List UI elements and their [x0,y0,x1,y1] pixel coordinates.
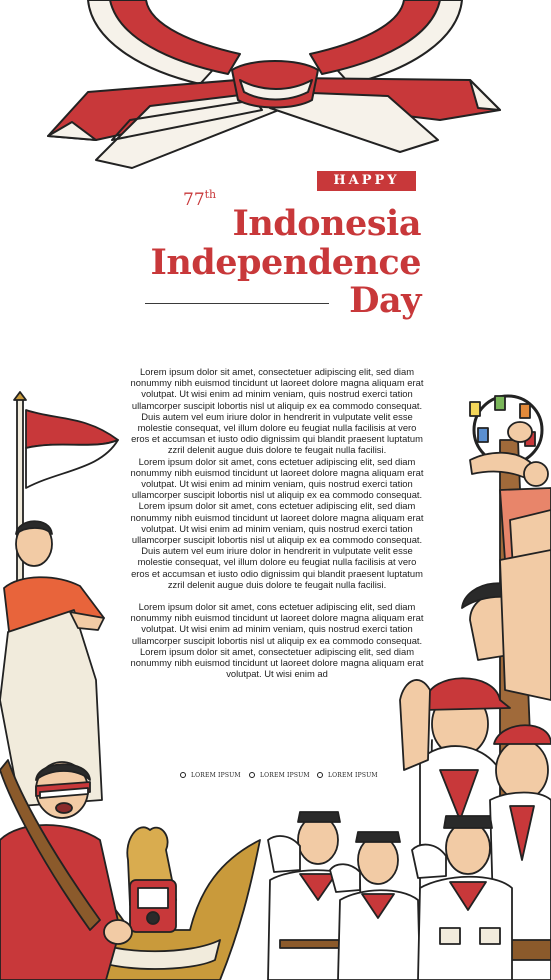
title-divider [145,303,329,304]
bullet-icon [249,772,255,778]
body-paragraph: Lorem ipsum dolor sit amet, cons ectetuer adipiscing elit, sed diam nonummy nibh euismod tincidunt ut laoreet dolore magna aliquam erat volutpat. Ut wisi enim ad minim veniam, quis nostrud exerci tation ullamcorper suscipit lobortis nisl ut aliquip ex ea commodo consequat. [130,601,424,646]
footer-label: LOREM IPSUM [328,772,378,779]
edition-number [183,188,216,210]
ribbon-illustration [0,0,551,170]
footer-label: LOREM IPSUM [191,772,241,779]
footer-item-1 [180,772,241,779]
body-paragraph: Lorem ipsum dolor sit amet, consectetuer adipiscing elit, sed diam nonummy nibh euismod tincidunt ut laoreet dolore magna aliquam erat volutpat. Ut wisi enim ad [130,645,424,680]
bullet-icon [180,772,186,778]
scout-boy-illustration [490,725,551,980]
body-text [128,366,426,679]
happy-badge: HAPPY [317,171,416,191]
scout-girl-illustration [400,678,510,980]
footer-item-3 [317,772,378,779]
footer-item-2 [249,772,310,779]
title-line-3: Day [349,280,421,321]
cheering-boy-illustration [0,760,132,980]
title-line-1: Indonesia [232,203,421,244]
body-paragraph: Lorem ipsum dolor sit amet, consectetuer adipiscing elit, sed diam nonummy nibh euismod tincidunt ut laoreet dolore magna aliquam erat volutpat. Ut wisi enim ad minim veniam, quis nostrud exerci tation ullamcorper suscipit lobortis nisl ut aliquip ex ea commodo consequat. Duis autem vel eum iriure dolor in hendrerit in vulputate velit esse molestie consequat, vel illum dolore eu feugiat nulla facilisis at vero eros et accumsan et iusto odio dignissim qui blandit praesent luptatum zzril delenit augue duis dolore te feugait nulla facilisi. [130,366,424,456]
scouts-saluting-illustration [268,812,512,980]
edition-suffix: th [204,188,217,201]
sack-race-illustration [0,521,104,806]
bullet-icon [317,772,323,778]
edition-digits: 77 [183,190,205,210]
garuda-emblem-icon [60,827,260,980]
footer-label: LOREM IPSUM [260,772,310,779]
body-paragraph: Lorem ipsum dolor sit amet, cons ectetuer adipiscing elit, sed diam nonummy nibh euismod tincidunt ut laoreet dolore magna aliquam erat volutpat. Ut wisi enim ad minim veniam, quis nostrud exerci tation ullamcorper suscipit lobortis nisl ut aliquip ex ea commodo consequat. [130,455,424,501]
title-line-2: Independence [150,242,421,283]
flag-icon [14,392,118,598]
pole-climbing-illustration [462,396,551,980]
body-paragraph: Lorem ipsum dolor sit amet, cons ectetuer adipiscing elit, sed diam nonummy nibh euismod tincidunt ut laoreet dolore magna aliquam erat volutpat. Ut wisi enim ad minim veniam, quis nostrud exerci tation ullamcorper suscipit lobortis nisl ut aliquip ex ea commodo consequat. Duis autem vel eum iriure dolor in hendrerit in vulputate velit esse molestie consequat, vel illum dolore eu feugiat nulla facilisis at vero eros et accumsan et iusto odio dignissim qui blandit praesent luptatum zzril delenit augue duis dolore te feugait nulla facilisi. [130,500,424,590]
